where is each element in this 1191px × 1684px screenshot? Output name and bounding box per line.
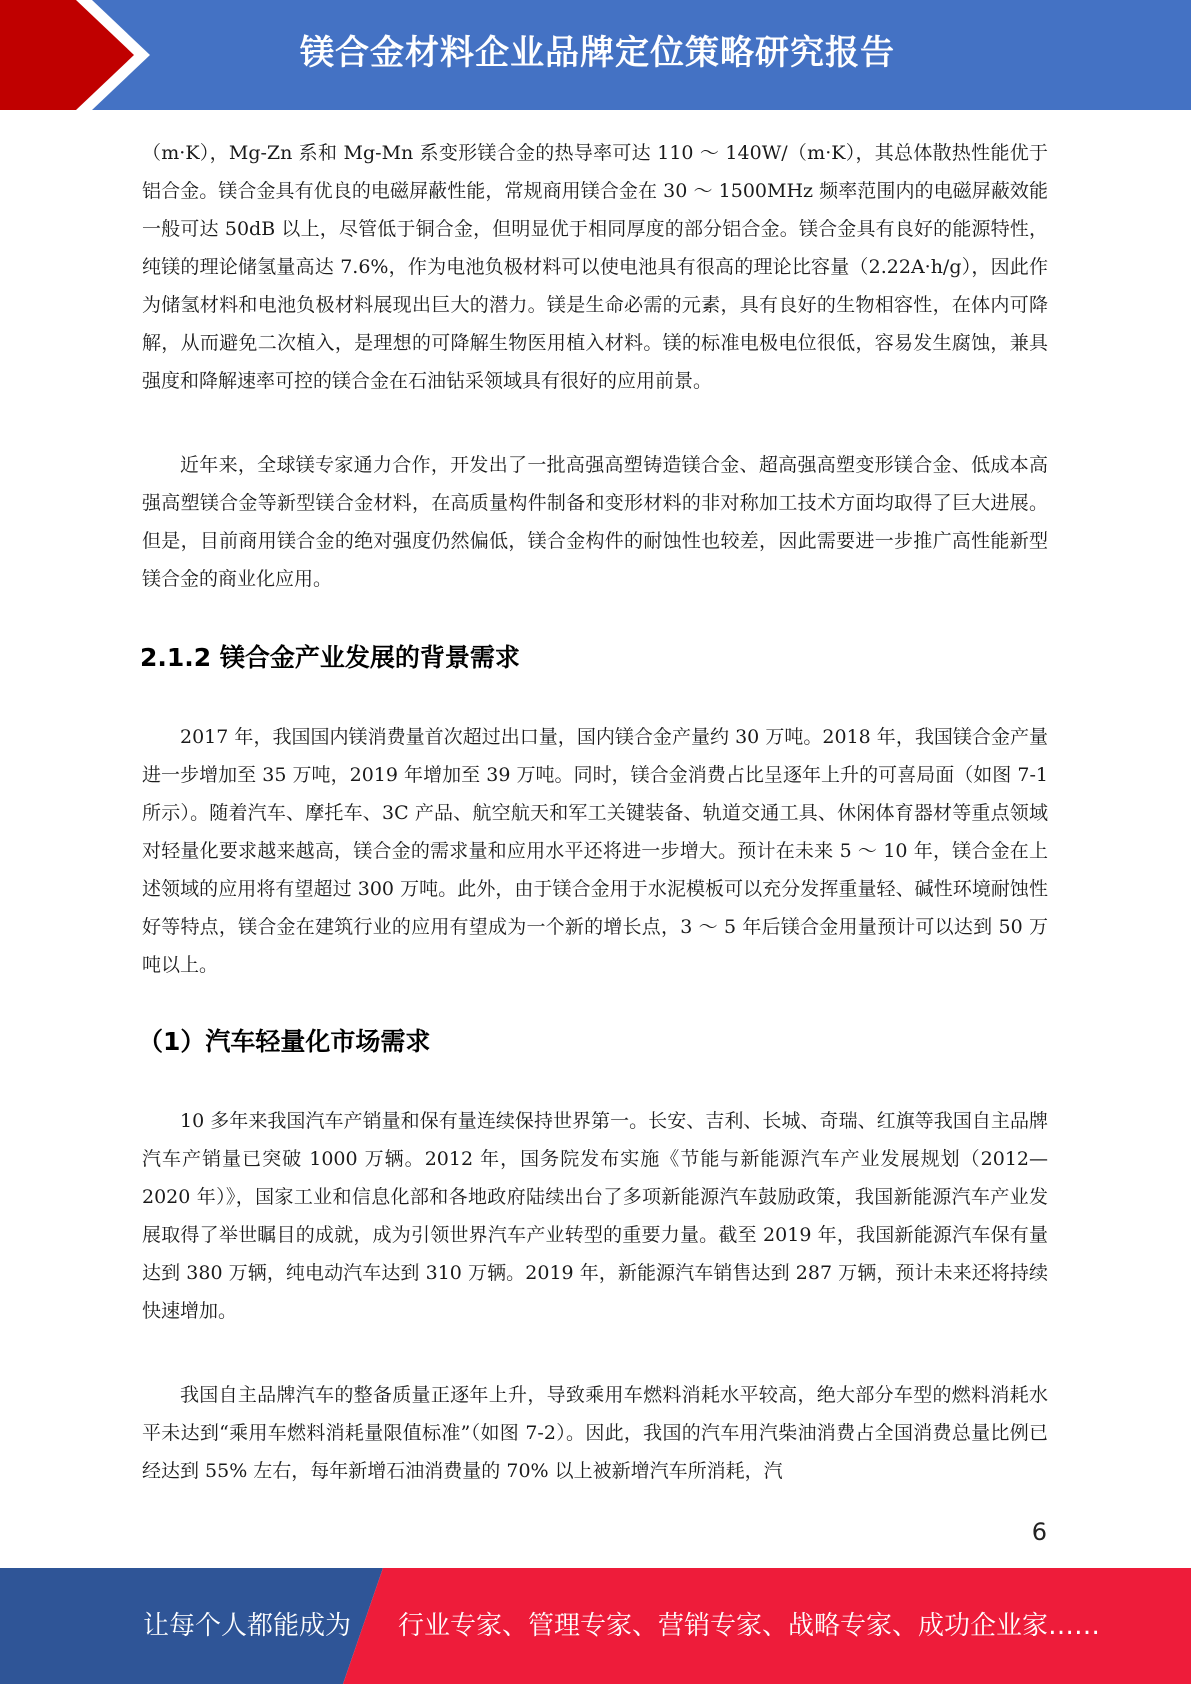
subsection-heading-auto-lightweight: （1）汽车轻量化市场需求 — [138, 1027, 431, 1056]
intro-paragraph-1: （m·K），Mg-Zn 系和 Mg-Mn 系变形镁合金的热导率可达 110 ～ 140W/（m·K），其总体散热性能优于铝合金。镁合金具有优良的电磁屏蔽性能，常规商用镁合金在 30 ～ 1500MHz 频率范围内的电磁屏蔽效能一般可达 50dB 以上，尽管低于铜合金，但明显优于相同厚度的部分铝合金。镁合金具有良好的能源特性，纯镁的理论储氢量高达 7.6%，作为电池负极材料可以使电池具有很高的理论比容量（2.22A·h/g），因此作为储氢材料和电池负极材料展现出巨大的潜力。镁是生命必需的元素，具有良好的生物相容性，在体内可降解，从而避免二次植入，是理想的可降解生物医用植入材料。镁的标准电极电位很低，容易发生腐蚀，兼具强度和降解速率可控的镁合金在石油钻采领域具有很好的应用前景。 — [142, 142, 1048, 392]
section-2-1-2-paragraph: 2017 年，我国国内镁消费量首次超过出口量，国内镁合金产量约 30 万吨。2018 年，我国镁合金产量进一步增加至 35 万吨，2019 年增加至 39 万吨。同时，镁合金消费占比呈逐年上升的可喜局面（如图 7-1 所示）。随着汽车、摩托车、3C 产品、航空航天和军工关键装备、轨道交通工具、休闲体育器材等重点领域对轻量化要求越来越高，镁合金的需求量和应用水平还将进一步增大。预计在未来 5 ～ 10 年，镁合金在上述领域的应用将有望超过 300 万吨。此外，由于镁合金用于水泥模板可以充分发挥重量轻、碱性环境耐蚀性好等特点，镁合金在建筑行业的应用有望成为一个新的增长点，3 ～ 5 年后镁合金用量预计可以达到 50 万吨以上。 — [142, 726, 1048, 976]
page-number: 6 — [1031, 1518, 1047, 1546]
header-arrow-decoration — [0, 0, 160, 110]
page-header — [0, 0, 1191, 110]
section-heading-2-1-2: 2.1.2 镁合金产业发展的背景需求 — [140, 643, 520, 672]
intro-paragraph-2: 近年来，全球镁专家通力合作，开发出了一批高强高塑铸造镁合金、超高强高塑变形镁合金、低成本高强高塑镁合金等新型镁合金材料，在高质量构件制备和变形材料的非对称加工技术方面均取得了巨大进展。但是，目前商用镁合金的绝对强度仍然偏低，镁合金构件的耐蚀性也较差，因此需要进一步推广高性能新型镁合金的商业化应用。 — [142, 454, 1048, 590]
page-footer — [0, 1568, 1191, 1684]
page-content — [138, 134, 1048, 1490]
auto-paragraph-2: 我国自主品牌汽车的整备质量正逐年上升，导致乘用车燃料消耗水平较高，绝大部分车型的燃料消耗水平未达到“乘用车燃料消耗量限值标准”（如图 7-2）。因此，我国的汽车用汽柴油消费占全国消费总量比例已经达到 55% 左右，每年新增石油消费量的 70% 以上被新增汽车所消耗，汽 — [142, 1384, 1048, 1482]
footer-slogan-left: 让每个人都能成为 — [143, 1611, 352, 1641]
footer-slogan-right: 行业专家、管理专家、营销专家、战略专家、成功企业家…… — [398, 1611, 1101, 1641]
document-title: 镁合金材料企业品牌定位策略研究报告 — [300, 33, 895, 73]
auto-paragraph-1: 10 多年来我国汽车产销量和保有量连续保持世界第一。长安、吉利、长城、奇瑞、红旗等我国自主品牌汽车产销量已突破 1000 万辆。2012 年，国务院发布实施《节能与新能源汽车产业发展规划（2012—2020 年）》，国家工业和信息化部和各地政府陆续出台了多项新能源汽车鼓励政策，我国新能源汽车产业发展取得了举世瞩目的成就，成为引领世界汽车产业转型的重要力量。截至 2019 年，我国新能源汽车保有量达到 380 万辆，纯电动汽车达到 310 万辆。2019 年，新能源汽车销售达到 287 万辆，预计未来还将持续快速增加。 — [142, 1110, 1048, 1322]
